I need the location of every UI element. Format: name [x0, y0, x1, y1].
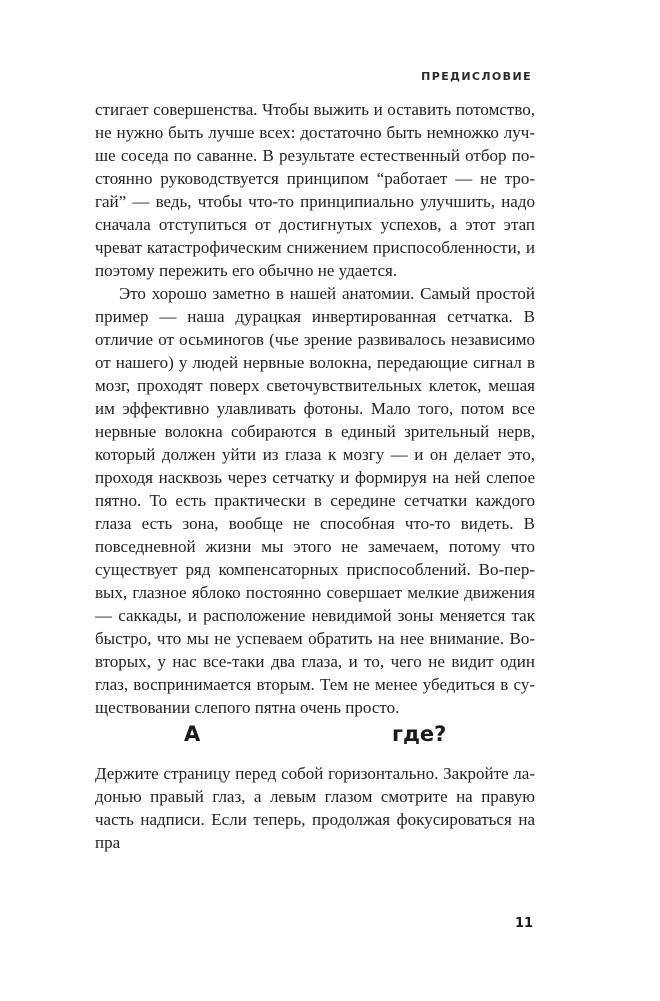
page-number: 11 [515, 916, 534, 931]
paragraph: Держите страницу перед собой горизонтально. Закройте ладонью правый глаз, а левым глазом смотрите на правую часть надписи. Если теперь, продолжая фокусироваться на пра [95, 764, 535, 852]
paragraph: Это хорошо заметно в нашей анатомии. Самый простой пример — наша дурацкая инвертированная сетчатка. В отличие от осьминогов (чье зрение развивалось независимо от нашего) у людей нервные волокна, передающие сигнал в мозг, проходят поверх светочувствительных клеток, мешая им эффективно улавливать фотоны. Мало того, потом все нервные волокна собираются в единый зрительный нерв, который должен уйти из глаза к мозгу — и он делает это, проходя насквозь через сетчатку и формируя на ней слепое пятно. То есть практически в середине сетчатки каждого глаза есть зона, вообще не способная что-то видеть. В повседневной жизни мы этого не замечаем, потому что существует ряд компенсаторных приспособлений. Во-первых, глазное яблоко постоянно совершает мелкие движения — саккады, и расположение невидимой зоны меняется так быстро, что мы не успеваем обратить на нее внимание. Во-вторых, у нас все-таки два глаза, и то, чего не видит один глаз, воспринимается вторым. Тем не менее убедиться в существовании слепого пятна очень просто. [95, 284, 535, 717]
paragraph: стигает совершенства. Чтобы выжить и оставить потомство, не нужно быть лучше всех: достаточно быть немножко лучше соседа по саванне. В результате естественный отбор постоянно руководствуется принципом “работает — не трогай” — ведь, чтобы что-то принципиально улучшить, надо сначала отступиться от достигнутых успехов, а этот этап чреват катастрофическим снижением приспособленности, и поэтому пережить его обычно не удается. [95, 100, 535, 280]
instruction-text [95, 762, 535, 854]
demo-left-letter: А [184, 722, 201, 746]
running-head: ПРЕДИСЛОВИЕ [421, 70, 532, 83]
demo-right-word: где? [392, 722, 447, 746]
main-text [95, 98, 535, 719]
blind-spot-demo [95, 722, 535, 752]
